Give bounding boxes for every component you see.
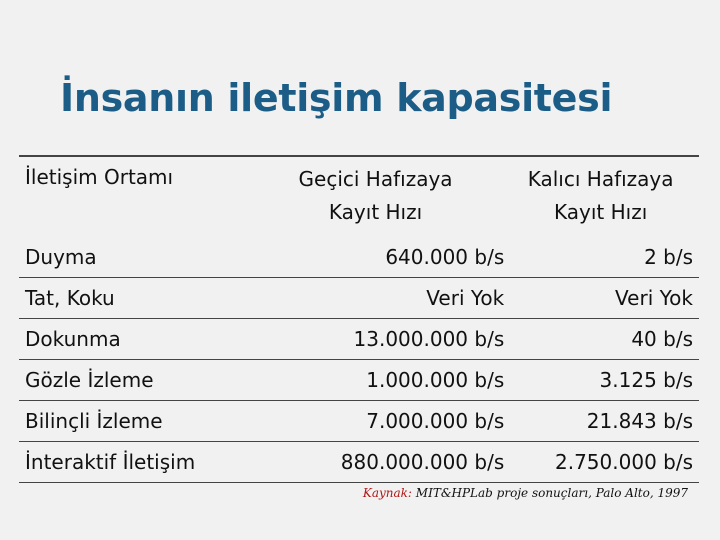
cell-permanent: 40 b/s — [508, 319, 699, 360]
table-row — [19, 442, 699, 483]
cell-medium: İnteraktif İletişim — [19, 442, 227, 483]
cell-temporary: Veri Yok — [227, 278, 508, 319]
cell-medium: Tat, Koku — [19, 278, 227, 319]
cell-permanent: 3.125 b/s — [508, 360, 699, 401]
table-row — [19, 401, 699, 442]
cell-temporary: 880.000.000 b/s — [227, 442, 508, 483]
cell-medium: Dokunma — [19, 319, 227, 360]
cell-permanent: 21.843 b/s — [508, 401, 699, 442]
source-label: Kaynak: — [362, 486, 412, 500]
cell-medium: Duyma — [25, 245, 97, 269]
header-permanent-line1: Kalıcı Hafızaya — [527, 167, 674, 191]
header-temporary-line2: Kayıt Hızı — [328, 200, 423, 224]
table-header-row — [19, 156, 699, 237]
source-text: MIT&HPLab proje sonuçları, Palo Alto, 1997 — [411, 486, 688, 500]
slide-title: İnsanın iletişim kapasitesi — [60, 76, 613, 120]
cell-permanent: Veri Yok — [508, 278, 699, 319]
cell-temporary: 13.000.000 b/s — [227, 319, 508, 360]
cell-permanent: 2.750.000 b/s — [508, 442, 699, 483]
table-row — [19, 360, 699, 401]
table-row — [19, 319, 699, 360]
cell-temporary: 7.000.000 b/s — [227, 401, 508, 442]
header-permanent-line2: Kayıt Hızı — [553, 200, 648, 224]
header-temporary-line1: Geçici Hafızaya — [298, 167, 453, 191]
header-temporary-rate — [227, 156, 508, 237]
header-permanent-rate — [508, 156, 699, 237]
cell-temporary: 1.000.000 b/s — [227, 360, 508, 401]
cell-permanent: 2 b/s — [644, 245, 693, 269]
header-medium: İletişim Ortamı — [19, 156, 227, 237]
cell-medium: Bilinçli İzleme — [19, 401, 227, 442]
table-row — [19, 237, 699, 278]
source-citation — [363, 486, 688, 500]
capacity-table — [19, 155, 699, 483]
cell-medium: Gözle İzleme — [19, 360, 227, 401]
cell-temporary: 640.000 b/s — [385, 245, 505, 269]
table-row — [19, 278, 699, 319]
